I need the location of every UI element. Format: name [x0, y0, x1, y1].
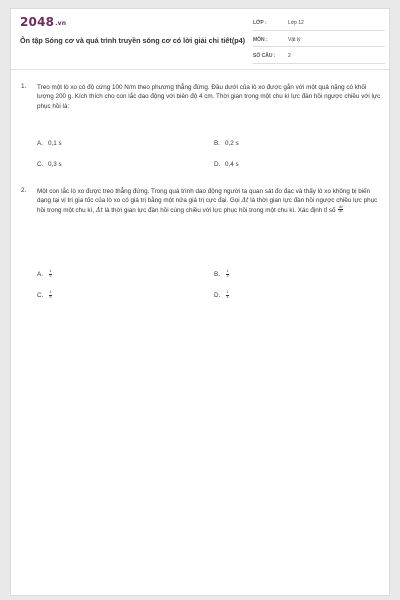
question-text-part: là thời gian lực đàn hồi cùng chiều với lực phục hồi trong một chu kì. Xác định tỉ số [102, 206, 336, 214]
option-b[interactable] [214, 270, 229, 278]
fraction-denominator: 2 [49, 273, 52, 278]
option-letter: B. [214, 140, 220, 147]
option-fraction [49, 291, 52, 299]
fraction-denominator: Δt [338, 209, 343, 214]
question-number: 1. [21, 83, 27, 90]
option-d[interactable] [214, 161, 239, 168]
question-number: 2. [21, 187, 27, 194]
meta-info [253, 17, 385, 67]
option-letter: D. [214, 161, 221, 168]
ratio-fraction [338, 206, 343, 214]
option-c[interactable] [37, 161, 62, 168]
option-letter: B. [214, 270, 220, 278]
option-fraction [226, 291, 229, 299]
fraction-denominator: 4 [226, 294, 229, 299]
fraction-numerator: 1 [49, 269, 52, 273]
option-b[interactable] [214, 140, 239, 147]
delta-t-symbol: Δt [241, 197, 249, 205]
fraction-denominator: 5 [49, 294, 52, 299]
option-text: 0,1 s [48, 140, 62, 147]
document-header [11, 9, 389, 70]
option-letter: C. [37, 291, 44, 299]
question-text [37, 187, 383, 215]
fraction-denominator: 3 [226, 273, 229, 278]
option-letter: A. [37, 270, 43, 278]
meta-row-class [253, 17, 385, 31]
question-text: Treo một lò xo có độ cứng 100 N/m theo phương thẳng đứng. Đầu dưới của lò xo được gắn với một quả nặng có khối lượng 200 g. Kích thích cho con lắc dao động với biên độ 4 cm. Thời gian trong một chu kì lực đàn hồi ngược chiều với lực phục hồi là: [37, 84, 381, 110]
question-text-part: Một con lắc lò xo được treo thẳng đứng. Trong quá trình dao động người ta quan sát đo đạc và thấy lò xo không bị biến dạng tại vị trí gia tốc của lò xo có giá trị bằng một nửa giá trị cực đại. Gọi [37, 188, 371, 205]
option-a[interactable] [37, 140, 62, 147]
fraction-numerator: Δt [338, 204, 343, 209]
option-letter: C. [37, 161, 44, 168]
option-text: 0,2 s [225, 140, 239, 147]
option-fraction [49, 270, 52, 278]
option-d[interactable] [214, 291, 229, 299]
question-text-part: là thời gian lực đàn hồi ngược chiều lực phục hồi trong một chu kì, [37, 197, 378, 214]
option-text: 0,4 s [225, 161, 239, 168]
document-title: Ôn tập Sóng cơ và quá trình truyền sóng cơ có lời giải chi tiết(p4) [20, 36, 245, 45]
option-letter: D. [214, 291, 221, 299]
fraction-numerator: 1 [49, 290, 52, 294]
document-page [10, 8, 390, 596]
delta-t-symbol: Δt [95, 206, 103, 214]
option-letter: A. [37, 140, 43, 147]
logo-suffix: .vn [55, 20, 67, 27]
meta-value: Vật lý [288, 36, 301, 43]
meta-label: MÔN : [253, 36, 268, 43]
meta-label: SỐ CÂU : [253, 53, 276, 59]
option-a[interactable] [37, 270, 52, 278]
meta-row-subject [253, 34, 385, 48]
logo-text: 2048 [20, 15, 55, 29]
meta-value: 2 [288, 53, 291, 59]
fraction-numerator: 1 [226, 290, 229, 294]
fraction-numerator: 1 [226, 269, 229, 273]
option-text: 0,3 s [48, 161, 62, 168]
meta-value: Lớp 12 [288, 20, 304, 26]
site-logo[interactable] [20, 15, 66, 29]
meta-label: LỚP : [253, 20, 267, 26]
meta-row-question-count [253, 50, 385, 64]
option-c[interactable] [37, 291, 52, 299]
option-fraction [226, 270, 229, 278]
